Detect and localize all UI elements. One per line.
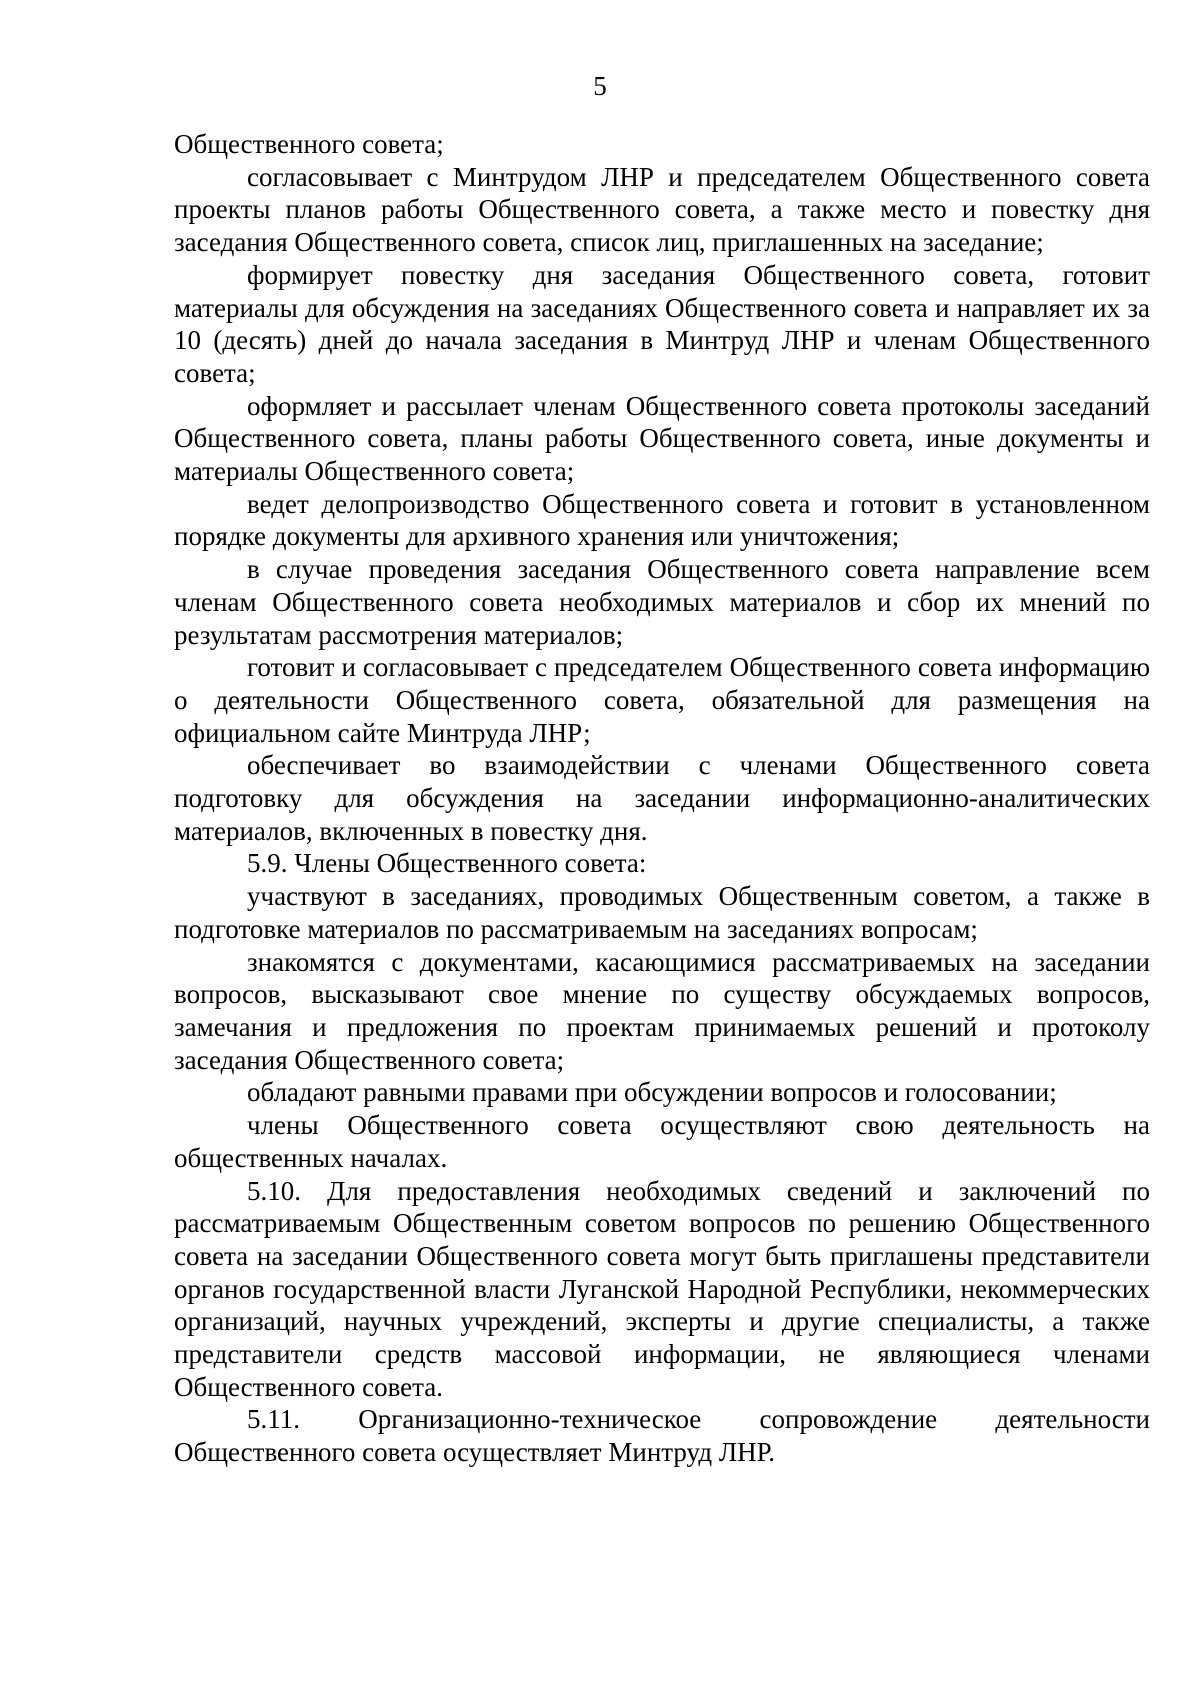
- paragraph-website-info: готовит и согласовывает с председателем Общественного совета информацию о деятельности Общественного совета, обязательной для размещения на официальном сайте Минтруда ЛНР;: [174, 652, 1150, 748]
- paragraph-forms-agenda: формирует повестку дня заседания Общественного совета, готовит материалы для обсуждения на заседаниях Общественного совета и направляет их за 10 (десять) дней до начала заседания в Минтруд ЛНР и членам Общественного совета;: [174, 259, 1150, 388]
- section-5-10: 5.10. Для предоставления необходимых сведений и заключений по рассматриваемым Общественным советом вопросов по решению Общественного совета на заседании Общественного совета могут быть приглашены представители органов государственной власти Луганской Народной Республики, некоммерческих организаций, научных учреждений, эксперты и другие специалисты, а также представители средств массовой информации, не являющиеся членами Общественного совета.: [174, 1175, 1150, 1402]
- paragraph-members-review-documents: знакомятся с документами, касающимися рассматриваемых на заседании вопросов, высказывают свое мнение по существу обсуждаемых вопросов, замечания и предложения по проектам принимаемых решений и протоколу заседания Общественного совета;: [174, 946, 1150, 1075]
- paragraph-members-voluntary: члены Общественного совета осуществляют свою деятельность на общественных началах.: [174, 1110, 1150, 1173]
- paragraph-materials-distribution: в случае проведения заседания Общественного совета направление всем членам Общественного совета необходимых материалов и сбор их мнений по результатам рассмотрения материалов;: [174, 554, 1150, 650]
- section-5-9-heading: 5.9. Члены Общественного совета:: [247, 848, 647, 879]
- paragraph-members-equal-rights: обладают равными правами при обсуждении вопросов и голосовании;: [247, 1077, 1057, 1108]
- paragraph-members-participate: участвуют в заседаниях, проводимых Общественным советом, а также в подготовке материалов по рассматриваемым на заседаниях вопросам;: [174, 881, 1150, 944]
- paragraph-analytical-materials: обеспечивает во взаимодействии с членами Общественного совета подготовку для обсуждения на заседании информационно-аналитических материалов, включенных в повестку дня.: [174, 750, 1150, 846]
- document-body: [174, 128, 1150, 1469]
- paragraph-record-keeping: ведет делопроизводство Общественного совета и готовит в установленном порядке документы для архивного хранения или уничтожения;: [174, 488, 1150, 552]
- page-number: 5: [593, 71, 607, 101]
- section-5-11: 5.11. Организационно-техническое сопровождение деятельности Общественного совета осуществляет Минтруд ЛНР.: [174, 1404, 1150, 1468]
- paragraph-sends-protocols: оформляет и рассылает членам Общественного совета протоколы заседаний Общественного совета, планы работы Общественного совета, иные документы и материалы Общественного совета;: [174, 390, 1150, 487]
- paragraph-continuation: Общественного совета;: [174, 129, 444, 159]
- paragraph-agrees-plans: согласовывает с Минтрудом ЛНР и председателем Общественного совета проекты планов работы Общественного совета, а также место и повестку дня заседания Общественного совета, список лиц, приглашенных на заседание;: [174, 161, 1150, 258]
